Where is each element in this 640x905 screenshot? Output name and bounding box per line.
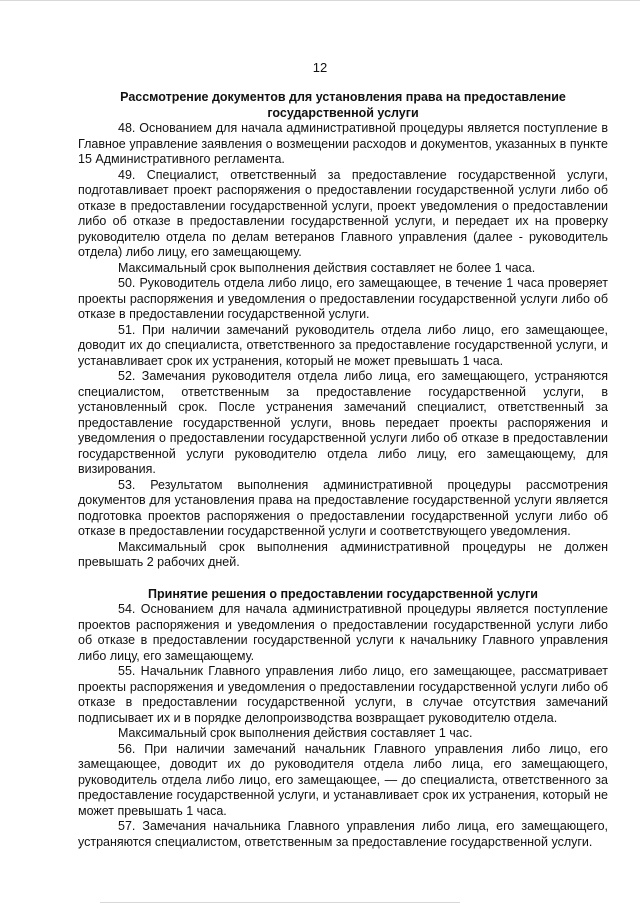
section-heading-decision: Принятие решения о предоставлении государственной услуги: [148, 586, 538, 601]
page-number: 12: [312, 60, 328, 75]
section-heading-review: Рассмотрение документов для установления права на предоставление государственной услуги: [120, 90, 566, 120]
paragraph-53: 53. Результатом выполнения административной процедуры рассмотрения документов для установления права на предоставление государственной услуги является подготовка проектов распоряжения о предоставлении государственной услуги либо об отказе в предоставлении государственной услуги и соответствующего уведомления.: [78, 477, 608, 538]
paragraph-48: 48. Основанием для начала административной процедуры является поступление в Главное управление заявления о возмещении расходов и документов, указанных в пункте 15 Административного регламента.: [78, 121, 608, 166]
paragraph-57: 57. Замечания начальника Главного управления либо лица, его замещающего, устраняются специалистом, ответственным за предоставление государственной услуги.: [78, 819, 608, 849]
paragraph-55: 55. Начальник Главного управления либо лицо, его замещающее, рассматривает проекты распоряжения и уведомления о предоставлении государственной услуги либо об отказе в предоставлении государственной услуги, в случае отсутствия замечаний подписывает их и в порядке делопроизводства возвращает руководителю отдела.: [78, 664, 608, 725]
scan-artifact-top: [0, 0, 640, 1]
paragraph-50: 50. Руководитель отдела либо лицо, его замещающее, в течение 1 часа проверяет проекты распоряжения и уведомления о предоставлении государственной услуги либо об отказе в предоставлении государственной услуги.: [78, 276, 608, 321]
paragraph-56: 56. При наличии замечаний начальник Главного управления либо лицо, его замещающее, доводит их до руководителя отдела либо лица, его замещающего, руководитель отдела либо лицо, его замещающее, — до специалиста, ответственного за предоставление государственной услуги, и устанавливает срок их устранения, который не может превышать 1 часа.: [78, 741, 608, 818]
paragraph-52: 52. Замечания руководителя отдела либо лица, его замещающего, устраняются специалистом, ответственным за предоставление государственной услуги, в установленный срок. После устранения замечаний специалист, ответственный за предоставление государственной услуги, вновь передает проекты распоряжения и уведомления о предоставлении государственной услуги либо об отказе в предоставлении государственной услуги руководителю отдела либо лицу, его замещающему, для визирования.: [78, 369, 608, 476]
paragraph-54: 54. Основанием для начала административной процедуры является поступление проектов распоряжения и уведомления о предоставлении государственной услуги либо об отказе в предоставлении государственной услуги к начальнику Главного управления либо лицу, его замещающему.: [78, 602, 608, 663]
document-body: [78, 90, 608, 850]
paragraph-55-deadline: Максимальный срок выполнения действия составляет 1 час.: [118, 726, 473, 740]
paragraph-49-deadline: Максимальный срок выполнения действия составляет не более 1 часа.: [118, 260, 536, 275]
paragraph-51: 51. При наличии замечаний руководитель отдела либо лицо, его замещающее, доводит их до специалиста, ответственного за предоставление государственной услуги, и устанавливает срок их устранения, который не может превышать 1 часа.: [78, 322, 608, 368]
paragraph-53-deadline: Максимальный срок выполнения административной процедуры не должен превышать 2 рабочих дней.: [78, 539, 608, 569]
scan-artifact-bottom: [100, 902, 460, 903]
paragraph-49: 49. Специалист, ответственный за предоставление государственной услуги, подготавливает проект распоряжения о предоставлении государственной услуги либо об отказе в предоставлении государственной услуги, проект уведомления о предоставлении либо об отказе в предоставлении государственной услуги, и передает их на проверку руководителю отдела по делам ветеранов Главного управления (далее - руководитель отдела) либо лицу, его замещающему.: [78, 167, 608, 259]
